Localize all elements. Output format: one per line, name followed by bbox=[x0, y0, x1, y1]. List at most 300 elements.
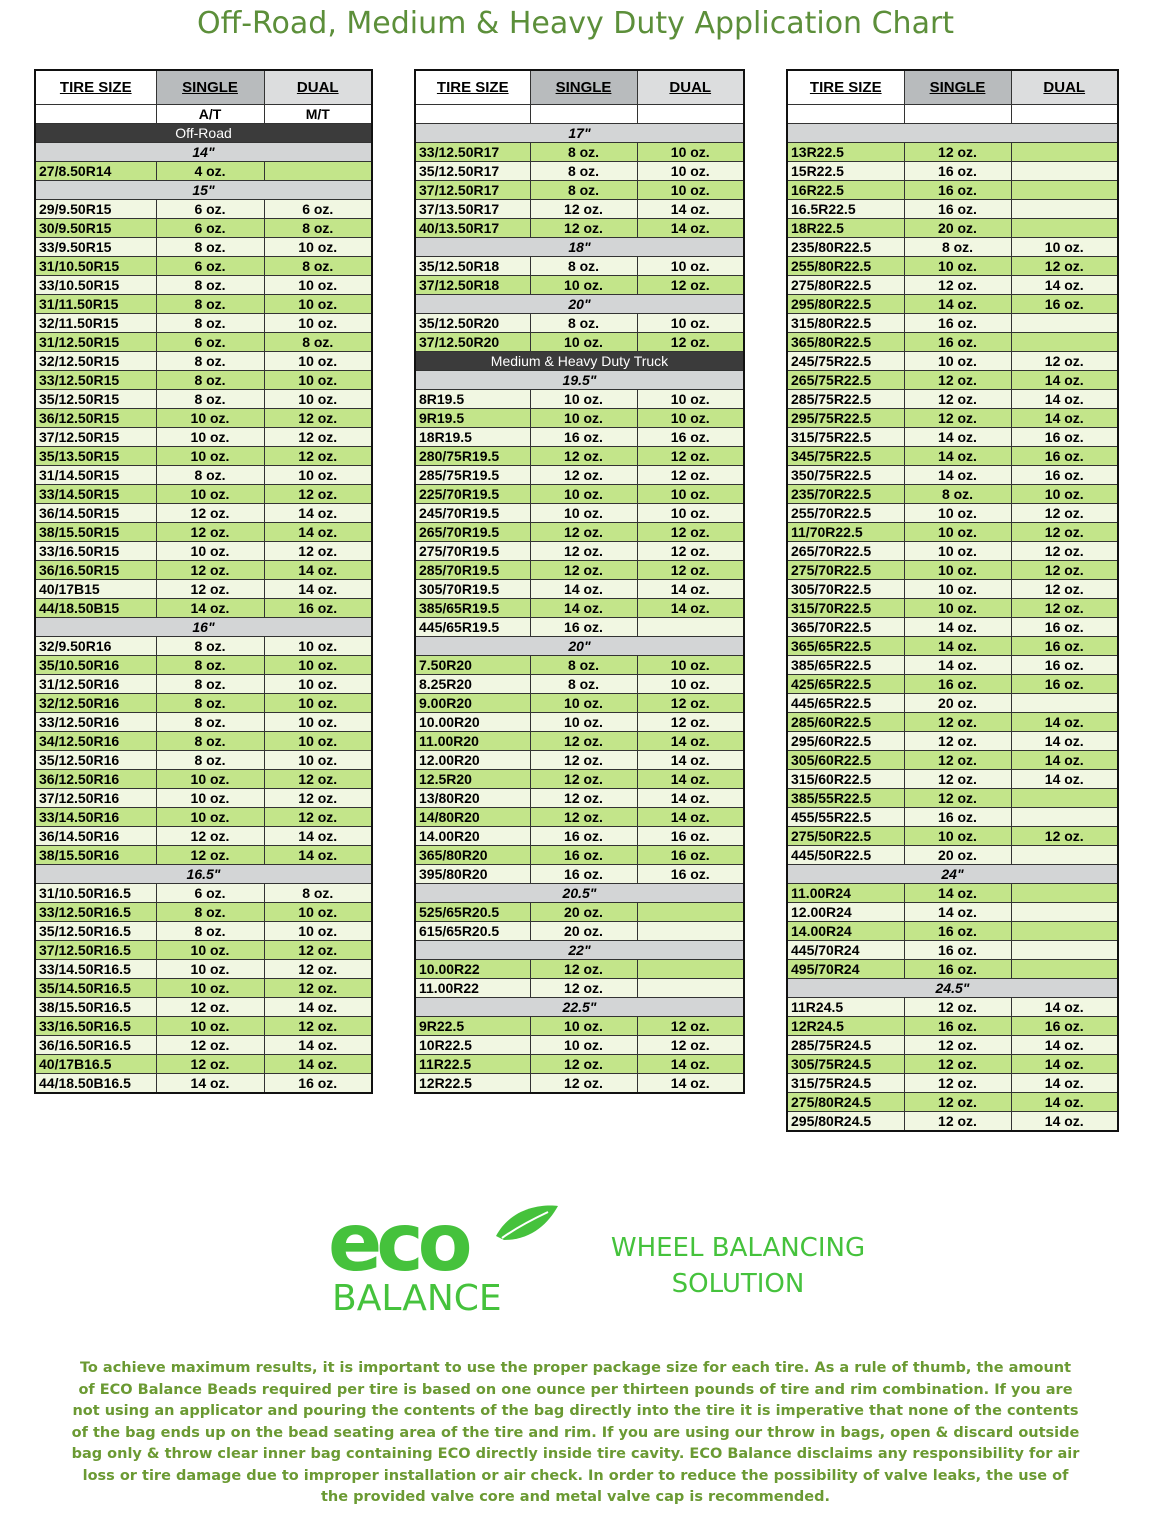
column-header-dual: DUAL bbox=[1011, 70, 1118, 105]
tire-size-cell: 235/70R22.5 bbox=[787, 485, 904, 504]
rim-size-label: 16" bbox=[35, 618, 372, 637]
dual-amount-cell: 10 oz. bbox=[1011, 238, 1118, 257]
table-row bbox=[35, 846, 372, 865]
dual-amount-cell: 14 oz. bbox=[264, 846, 372, 865]
table-row bbox=[787, 922, 1118, 941]
single-amount-cell: 16 oz. bbox=[904, 200, 1011, 219]
tire-size-cell: 365/80R20 bbox=[415, 846, 530, 865]
single-amount-cell: 8 oz. bbox=[530, 314, 637, 333]
single-amount-cell: 16 oz. bbox=[904, 162, 1011, 181]
table-row bbox=[35, 1074, 372, 1094]
dual-amount-cell: 10 oz. bbox=[264, 390, 372, 409]
single-amount-cell: 12 oz. bbox=[904, 1093, 1011, 1112]
dual-amount-cell: 12 oz. bbox=[264, 485, 372, 504]
single-amount-cell: 10 oz. bbox=[156, 808, 264, 827]
tire-size-cell: 285/60R22.5 bbox=[787, 713, 904, 732]
dual-amount-cell: 10 oz. bbox=[264, 637, 372, 656]
dual-amount-cell: 12 oz. bbox=[264, 428, 372, 447]
single-amount-cell: 12 oz. bbox=[530, 808, 637, 827]
dual-amount-cell: 8 oz. bbox=[264, 884, 372, 903]
single-amount-cell: 8 oz. bbox=[156, 390, 264, 409]
table-row bbox=[787, 523, 1118, 542]
single-amount-cell: 10 oz. bbox=[156, 960, 264, 979]
single-amount-cell: 10 oz. bbox=[904, 542, 1011, 561]
tire-size-cell: 35/14.50R16.5 bbox=[35, 979, 156, 998]
table-row bbox=[787, 390, 1118, 409]
tire-size-cell: 365/65R22.5 bbox=[787, 637, 904, 656]
dual-amount-cell: 14 oz. bbox=[1011, 409, 1118, 428]
dual-amount-cell bbox=[637, 903, 744, 922]
table-row bbox=[35, 713, 372, 732]
table-row bbox=[787, 409, 1118, 428]
tire-size-cell: 445/70R24 bbox=[787, 941, 904, 960]
single-amount-cell: 16 oz. bbox=[904, 808, 1011, 827]
rim-size-label: 18" bbox=[415, 238, 744, 257]
single-amount-cell: 10 oz. bbox=[156, 941, 264, 960]
tire-size-cell: 31/12.50R15 bbox=[35, 333, 156, 352]
single-amount-cell: 12 oz. bbox=[904, 1112, 1011, 1132]
dual-amount-cell: 12 oz. bbox=[264, 979, 372, 998]
tire-size-cell: 10.00R20 bbox=[415, 713, 530, 732]
table-row bbox=[787, 276, 1118, 295]
dual-amount-cell: 12 oz. bbox=[264, 542, 372, 561]
rim-size-group bbox=[415, 637, 744, 656]
dual-amount-cell: 16 oz. bbox=[1011, 675, 1118, 694]
table-row bbox=[415, 257, 744, 276]
table-row bbox=[35, 770, 372, 789]
tire-size-cell: 12.5R20 bbox=[415, 770, 530, 789]
table-row bbox=[35, 732, 372, 751]
tire-size-cell: 33/12.50R16.5 bbox=[35, 903, 156, 922]
tire-size-cell: 35/12.50R20 bbox=[415, 314, 530, 333]
dual-amount-cell: 16 oz. bbox=[637, 846, 744, 865]
dual-amount-cell bbox=[1011, 200, 1118, 219]
table-row bbox=[35, 960, 372, 979]
tire-size-cell: 36/14.50R15 bbox=[35, 504, 156, 523]
tire-size-cell: 36/12.50R16 bbox=[35, 770, 156, 789]
dual-amount-cell: 12 oz. bbox=[264, 409, 372, 428]
dual-amount-cell: 10 oz. bbox=[264, 352, 372, 371]
dual-amount-cell: 14 oz. bbox=[637, 789, 744, 808]
tire-size-cell: 445/50R22.5 bbox=[787, 846, 904, 865]
rim-size-group bbox=[35, 618, 372, 637]
single-amount-cell: 12 oz. bbox=[530, 1055, 637, 1074]
single-amount-cell: 6 oz. bbox=[156, 219, 264, 238]
column-header-single: SINGLE bbox=[904, 70, 1011, 105]
tire-size-cell: 13R22.5 bbox=[787, 143, 904, 162]
tire-size-cell: 37/12.50R15 bbox=[35, 428, 156, 447]
table-row bbox=[787, 238, 1118, 257]
table-row bbox=[35, 561, 372, 580]
dual-amount-cell: 16 oz. bbox=[637, 827, 744, 846]
tire-size-cell: 295/80R24.5 bbox=[787, 1112, 904, 1132]
tire-size-cell: 395/80R20 bbox=[415, 865, 530, 884]
tire-size-cell: 31/12.50R16 bbox=[35, 675, 156, 694]
dual-amount-cell: 14 oz. bbox=[264, 561, 372, 580]
dual-amount-cell bbox=[637, 922, 744, 941]
single-amount-cell: 10 oz. bbox=[156, 770, 264, 789]
tire-size-cell: 32/9.50R16 bbox=[35, 637, 156, 656]
tire-size-cell: 32/12.50R15 bbox=[35, 352, 156, 371]
dual-amount-cell: 14 oz. bbox=[1011, 732, 1118, 751]
single-amount-cell: 12 oz. bbox=[904, 751, 1011, 770]
single-amount-cell: 12 oz. bbox=[530, 979, 637, 998]
tire-size-cell: 33/14.50R16.5 bbox=[35, 960, 156, 979]
tire-size-cell: 35/12.50R15 bbox=[35, 390, 156, 409]
tire-size-cell: 32/11.50R15 bbox=[35, 314, 156, 333]
table-row bbox=[787, 1074, 1118, 1093]
single-amount-cell: 8 oz. bbox=[904, 238, 1011, 257]
table-row bbox=[35, 903, 372, 922]
table-row bbox=[35, 789, 372, 808]
single-amount-cell: 12 oz. bbox=[530, 789, 637, 808]
single-amount-cell: 14 oz. bbox=[530, 580, 637, 599]
table-row bbox=[35, 1017, 372, 1036]
table-row bbox=[787, 181, 1118, 200]
single-amount-cell: 12 oz. bbox=[156, 1036, 264, 1055]
tire-size-cell: 285/70R19.5 bbox=[415, 561, 530, 580]
table-row bbox=[415, 827, 744, 846]
table-row bbox=[415, 162, 744, 181]
logo-balance-text: BALANCE bbox=[332, 1278, 502, 1315]
dual-amount-cell: 10 oz. bbox=[264, 314, 372, 333]
rim-size-label: 16.5" bbox=[35, 865, 372, 884]
single-amount-cell: 12 oz. bbox=[530, 770, 637, 789]
table-row bbox=[415, 808, 744, 827]
dual-amount-cell: 12 oz. bbox=[637, 523, 744, 542]
rim-size-group bbox=[35, 143, 372, 162]
table-row bbox=[415, 789, 744, 808]
table-row bbox=[415, 390, 744, 409]
table-row bbox=[787, 314, 1118, 333]
tire-size-cell: 35/12.50R16 bbox=[35, 751, 156, 770]
table-row bbox=[415, 618, 744, 637]
single-amount-cell: 6 oz. bbox=[156, 884, 264, 903]
rim-size-label bbox=[787, 124, 1118, 143]
dual-amount-cell bbox=[637, 105, 744, 124]
dual-amount-cell: 12 oz. bbox=[637, 561, 744, 580]
single-amount-cell: 12 oz. bbox=[156, 998, 264, 1017]
single-amount-cell: 14 oz. bbox=[156, 1074, 264, 1094]
table-row bbox=[35, 998, 372, 1017]
single-amount-cell: 16 oz. bbox=[904, 960, 1011, 979]
dual-amount-cell: 12 oz. bbox=[637, 694, 744, 713]
tire-size-cell: 385/55R22.5 bbox=[787, 789, 904, 808]
page-title: Off-Road, Medium & Heavy Duty Application Chart bbox=[196, 6, 955, 41]
single-amount-cell: 10 oz. bbox=[530, 694, 637, 713]
table-row bbox=[415, 561, 744, 580]
single-amount-cell: 8 oz. bbox=[156, 466, 264, 485]
table-row bbox=[415, 1036, 744, 1055]
single-amount-cell: 10 oz. bbox=[156, 428, 264, 447]
slogan-line-2: SOLUTION bbox=[671, 1269, 805, 1299]
table-row bbox=[415, 314, 744, 333]
table-row bbox=[415, 523, 744, 542]
tire-size-cell: 14.00R20 bbox=[415, 827, 530, 846]
single-amount-cell: 6 oz. bbox=[156, 257, 264, 276]
single-amount-cell: 16 oz. bbox=[530, 827, 637, 846]
table-row bbox=[35, 580, 372, 599]
tire-size-cell: 275/50R22.5 bbox=[787, 827, 904, 846]
dual-amount-cell: 14 oz. bbox=[1011, 770, 1118, 789]
dual-amount-cell: 14 oz. bbox=[264, 827, 372, 846]
single-amount-cell: 8 oz. bbox=[156, 713, 264, 732]
single-amount-cell: 10 oz. bbox=[904, 504, 1011, 523]
single-amount-cell: 8 oz. bbox=[904, 485, 1011, 504]
dual-amount-cell: 10 oz. bbox=[264, 751, 372, 770]
dual-amount-cell: 14 oz. bbox=[1011, 276, 1118, 295]
table-row bbox=[35, 656, 372, 675]
dual-amount-cell bbox=[1011, 694, 1118, 713]
rim-size-group bbox=[415, 371, 744, 390]
single-amount-cell: 12 oz. bbox=[156, 523, 264, 542]
dual-amount-cell: 10 oz. bbox=[637, 504, 744, 523]
dual-amount-cell: 12 oz. bbox=[264, 770, 372, 789]
single-amount-cell: 10 oz. bbox=[156, 447, 264, 466]
column-header-single: SINGLE bbox=[530, 70, 637, 105]
tire-size-cell: 315/70R22.5 bbox=[787, 599, 904, 618]
single-amount-cell: 8 oz. bbox=[156, 371, 264, 390]
table-row bbox=[415, 865, 744, 884]
rim-size-label: 20.5" bbox=[415, 884, 744, 903]
rim-size-group bbox=[415, 238, 744, 257]
table-row bbox=[415, 409, 744, 428]
dual-amount-cell: 8 oz. bbox=[264, 257, 372, 276]
dual-amount-cell: 14 oz. bbox=[1011, 1093, 1118, 1112]
header-row bbox=[787, 70, 1118, 105]
table-row bbox=[415, 580, 744, 599]
dual-amount-cell bbox=[1011, 219, 1118, 238]
table-row bbox=[35, 428, 372, 447]
dual-amount-cell bbox=[1011, 903, 1118, 922]
dual-amount-cell: 14 oz. bbox=[264, 998, 372, 1017]
tire-size-cell: 225/70R19.5 bbox=[415, 485, 530, 504]
dual-amount-cell: 14 oz. bbox=[1011, 390, 1118, 409]
table-row bbox=[415, 1074, 744, 1094]
single-amount-cell: 16 oz. bbox=[904, 181, 1011, 200]
table-row bbox=[35, 466, 372, 485]
table-row bbox=[787, 1036, 1118, 1055]
tire-size-cell: 31/14.50R15 bbox=[35, 466, 156, 485]
tire-size-cell: 285/75R24.5 bbox=[787, 1036, 904, 1055]
tire-size-cell: 9R19.5 bbox=[415, 409, 530, 428]
table-row bbox=[415, 656, 744, 675]
dual-amount-cell bbox=[1011, 333, 1118, 352]
dual-amount-cell: 12 oz. bbox=[264, 808, 372, 827]
dual-amount-cell: 16 oz. bbox=[1011, 447, 1118, 466]
dual-amount-cell: 10 oz. bbox=[637, 656, 744, 675]
dual-amount-cell: 14 oz. bbox=[264, 1036, 372, 1055]
rim-size-label: 19.5" bbox=[415, 371, 744, 390]
dual-amount-cell bbox=[1011, 105, 1118, 124]
dual-amount-cell: 12 oz. bbox=[1011, 504, 1118, 523]
table-row bbox=[35, 390, 372, 409]
single-amount-cell: 12 oz. bbox=[156, 1055, 264, 1074]
table-row bbox=[787, 1017, 1118, 1036]
tire-size-cell: 615/65R20.5 bbox=[415, 922, 530, 941]
table-row bbox=[787, 1112, 1118, 1132]
column-header-tire-size: TIRE SIZE bbox=[35, 70, 156, 105]
dual-amount-cell: 10 oz. bbox=[637, 390, 744, 409]
single-amount-cell: 8 oz. bbox=[156, 732, 264, 751]
single-amount-cell: 8 oz. bbox=[530, 675, 637, 694]
tire-size-cell: 265/70R19.5 bbox=[415, 523, 530, 542]
dual-amount-cell: 10 oz. bbox=[264, 713, 372, 732]
tire-size-cell: 525/65R20.5 bbox=[415, 903, 530, 922]
tire-size-cell: 40/17B16.5 bbox=[35, 1055, 156, 1074]
single-amount-cell: 12 oz. bbox=[904, 371, 1011, 390]
single-amount-cell: 10 oz. bbox=[904, 352, 1011, 371]
dual-amount-cell: 6 oz. bbox=[264, 200, 372, 219]
table-row bbox=[415, 694, 744, 713]
table-row bbox=[35, 675, 372, 694]
dual-amount-cell: 14 oz. bbox=[1011, 371, 1118, 390]
dual-amount-cell bbox=[1011, 846, 1118, 865]
single-amount-cell: 12 oz. bbox=[156, 561, 264, 580]
rim-size-group bbox=[415, 941, 744, 960]
dual-amount-cell bbox=[1011, 922, 1118, 941]
tire-size-cell: 18R22.5 bbox=[787, 219, 904, 238]
single-amount-cell: 10 oz. bbox=[156, 485, 264, 504]
tire-size-cell: 255/70R22.5 bbox=[787, 504, 904, 523]
single-amount-cell: 10 oz. bbox=[530, 1017, 637, 1036]
tire-size-cell: 455/55R22.5 bbox=[787, 808, 904, 827]
single-amount-cell: 14 oz. bbox=[904, 295, 1011, 314]
table-row bbox=[415, 1017, 744, 1036]
dual-amount-cell: 12 oz. bbox=[264, 941, 372, 960]
table-row bbox=[415, 485, 744, 504]
dual-amount-cell: 10 oz. bbox=[264, 656, 372, 675]
section-band bbox=[35, 124, 372, 143]
dual-amount-cell: 10 oz. bbox=[264, 922, 372, 941]
tire-size-cell: 315/60R22.5 bbox=[787, 770, 904, 789]
dual-amount-cell: 16 oz. bbox=[637, 428, 744, 447]
table-row bbox=[787, 200, 1118, 219]
table-row bbox=[35, 238, 372, 257]
single-amount-cell: 8 oz. bbox=[156, 314, 264, 333]
dual-amount-cell bbox=[1011, 941, 1118, 960]
table-row bbox=[415, 276, 744, 295]
single-amount-cell: 10 oz. bbox=[530, 276, 637, 295]
tire-size-cell: 425/65R22.5 bbox=[787, 675, 904, 694]
tire-size-cell: 11.00R22 bbox=[415, 979, 530, 998]
table-row bbox=[35, 941, 372, 960]
dual-amount-cell: 16 oz. bbox=[1011, 618, 1118, 637]
dual-amount-cell: 10 oz. bbox=[264, 466, 372, 485]
table-row bbox=[35, 751, 372, 770]
tire-size-cell: 275/70R22.5 bbox=[787, 561, 904, 580]
table-row bbox=[787, 219, 1118, 238]
single-amount-cell: 14 oz. bbox=[904, 903, 1011, 922]
single-amount-cell: 12 oz. bbox=[904, 1036, 1011, 1055]
tire-size-cell: 40/17B15 bbox=[35, 580, 156, 599]
rim-size-group bbox=[787, 979, 1118, 998]
tire-size-cell: 385/65R22.5 bbox=[787, 656, 904, 675]
single-amount-cell: A/T bbox=[156, 105, 264, 124]
dual-amount-cell: 10 oz. bbox=[637, 485, 744, 504]
table-row bbox=[787, 599, 1118, 618]
single-amount-cell: 16 oz. bbox=[530, 865, 637, 884]
single-amount-cell: 16 oz. bbox=[530, 428, 637, 447]
dual-amount-cell: 14 oz. bbox=[637, 808, 744, 827]
tire-size-cell: 44/18.50B16.5 bbox=[35, 1074, 156, 1094]
single-amount-cell: 10 oz. bbox=[156, 1017, 264, 1036]
rim-size-label: 17" bbox=[415, 124, 744, 143]
table-row bbox=[415, 922, 744, 941]
table-row bbox=[787, 504, 1118, 523]
section-band-label: Medium & Heavy Duty Truck bbox=[415, 352, 744, 371]
dual-amount-cell bbox=[264, 162, 372, 181]
table-row bbox=[35, 352, 372, 371]
tire-size-cell bbox=[415, 105, 530, 124]
single-amount-cell: 12 oz. bbox=[530, 960, 637, 979]
table-row bbox=[787, 428, 1118, 447]
dual-amount-cell: 14 oz. bbox=[1011, 1112, 1118, 1132]
single-amount-cell: 10 oz. bbox=[530, 333, 637, 352]
tire-size-cell: 10.00R22 bbox=[415, 960, 530, 979]
single-amount-cell: 10 oz. bbox=[904, 599, 1011, 618]
table-row bbox=[35, 637, 372, 656]
column-header-tire-size: TIRE SIZE bbox=[415, 70, 530, 105]
table-row bbox=[787, 960, 1118, 979]
rim-size-group bbox=[415, 884, 744, 903]
tire-size-cell: 315/80R22.5 bbox=[787, 314, 904, 333]
tire-size-cell: 33/14.50R15 bbox=[35, 485, 156, 504]
table-row bbox=[787, 447, 1118, 466]
dual-amount-cell bbox=[637, 618, 744, 637]
single-amount-cell: 12 oz. bbox=[904, 732, 1011, 751]
table-row bbox=[415, 675, 744, 694]
table-row bbox=[787, 751, 1118, 770]
tire-size-cell: 11/70R22.5 bbox=[787, 523, 904, 542]
table-row bbox=[415, 333, 744, 352]
single-amount-cell: 12 oz. bbox=[156, 580, 264, 599]
single-amount-cell: 10 oz. bbox=[530, 390, 637, 409]
dual-amount-cell: 14 oz. bbox=[1011, 751, 1118, 770]
dual-amount-cell bbox=[1011, 808, 1118, 827]
table-row bbox=[415, 200, 744, 219]
dual-amount-cell: 12 oz. bbox=[264, 1017, 372, 1036]
tire-size-cell: 33/12.50R16 bbox=[35, 713, 156, 732]
dual-amount-cell bbox=[1011, 314, 1118, 333]
tire-size-cell: 345/75R22.5 bbox=[787, 447, 904, 466]
dual-amount-cell: 10 oz. bbox=[264, 238, 372, 257]
dual-amount-cell: 12 oz. bbox=[637, 1036, 744, 1055]
tire-size-cell: 14.00R24 bbox=[787, 922, 904, 941]
table-row bbox=[787, 789, 1118, 808]
tire-size-cell: 37/12.50R17 bbox=[415, 181, 530, 200]
single-amount-cell: 10 oz. bbox=[904, 827, 1011, 846]
table-row bbox=[787, 352, 1118, 371]
table-row bbox=[787, 998, 1118, 1017]
table-row bbox=[415, 846, 744, 865]
table-row bbox=[35, 1055, 372, 1074]
dual-amount-cell: 14 oz. bbox=[637, 1055, 744, 1074]
single-amount-cell: 14 oz. bbox=[904, 884, 1011, 903]
single-amount-cell: 10 oz. bbox=[530, 409, 637, 428]
table-row bbox=[787, 1055, 1118, 1074]
single-amount-cell: 12 oz. bbox=[530, 751, 637, 770]
tire-size-cell bbox=[35, 105, 156, 124]
table-row bbox=[787, 143, 1118, 162]
single-amount-cell: 10 oz. bbox=[156, 789, 264, 808]
table-row bbox=[415, 447, 744, 466]
tire-size-cell: 11.00R24 bbox=[787, 884, 904, 903]
tire-size-cell: 265/75R22.5 bbox=[787, 371, 904, 390]
table-row bbox=[415, 181, 744, 200]
slogan-line-1: WHEEL BALANCING bbox=[610, 1233, 866, 1263]
table-row bbox=[787, 295, 1118, 314]
